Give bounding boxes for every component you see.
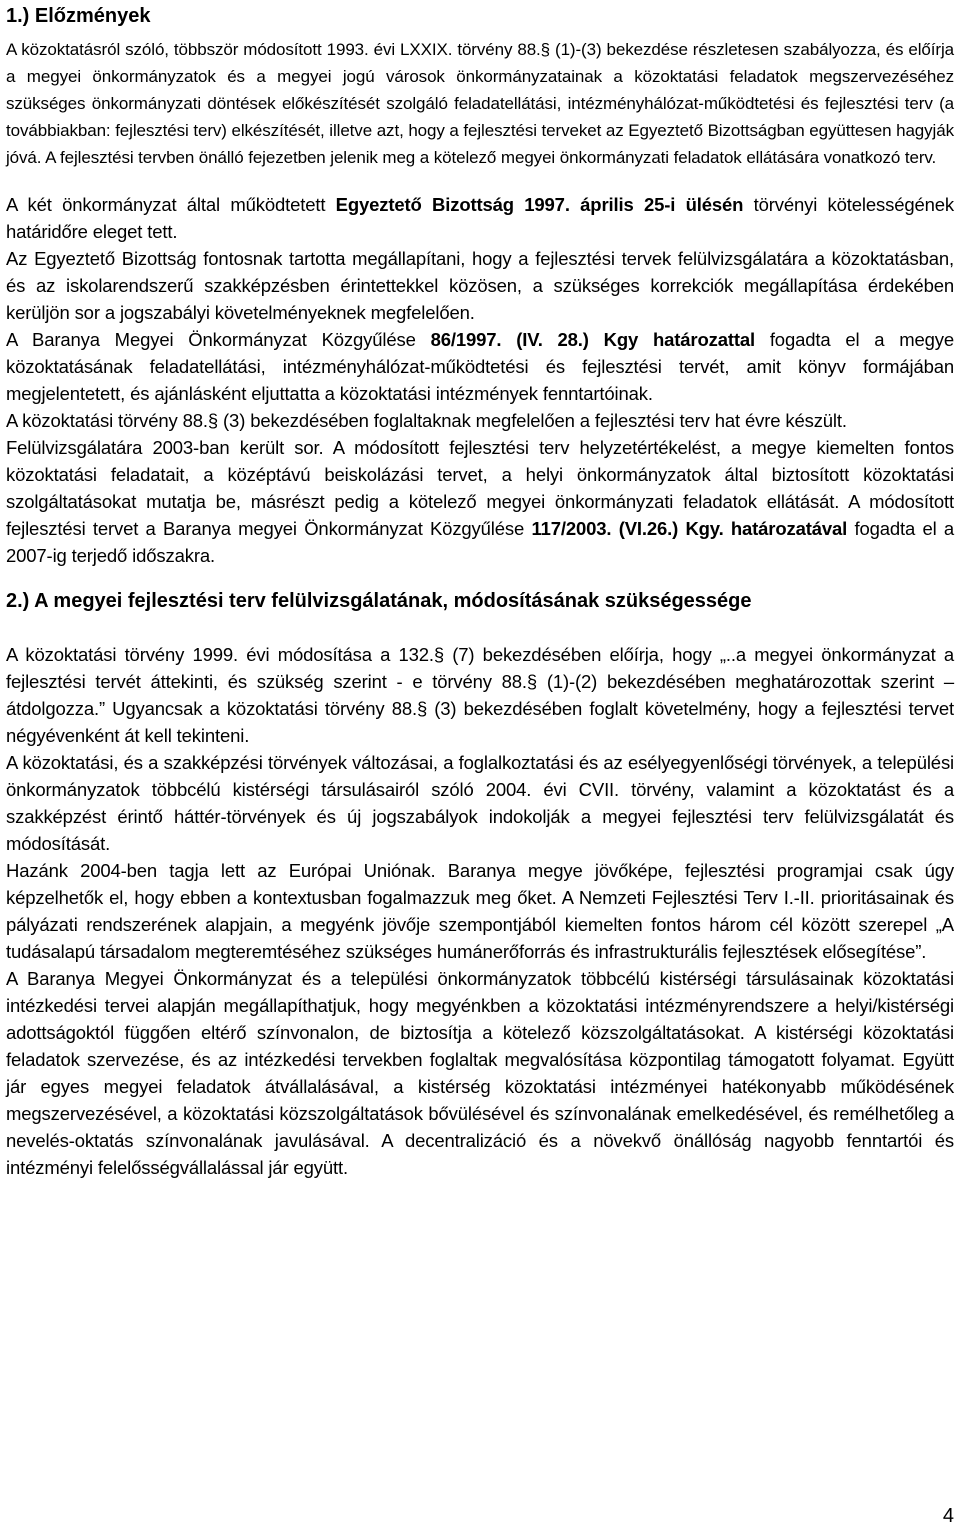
bold-meeting-date: április 25-i ülésén [580,194,744,215]
section-1-heading: 1.) Előzmények [6,5,151,27]
section-1-paragraph-5: A közoktatási törvény 88.§ (3) bekezdésében foglaltaknak megfelelően a fejlesztési terv hat évre készült. [6,410,847,431]
document-page [6,0,954,1181]
section-2-paragraph-1: A közoktatási törvény 1999. évi módosítása a 132.§ (7) bekezdésében előírja, hogy „..a megyei önkormányzat a fejlesztési tervét áttekinti, és szükség szerint - e törvény 88.§ (1)-(2) bekezdésében meghatározottak szerint – átdolgozza.” Ugyancsak a közoktatási törvény 88.§ (3) bekezdésében foglalt követelmény, hogy a fejlesztési tervet négyévenként át kell tekinteni. [6,644,954,746]
section-2-heading: 2.) A megyei fejlesztési terv felülvizsgálatának, módosításának szükségessége [6,590,752,612]
paragraph-text: fogadta el a 2007-ig terjedő időszakra. [6,518,954,566]
page-number: 4 [942,1505,954,1527]
paragraph-text [570,194,580,215]
section-1-paragraph-1: A közoktatásról szóló, többször módosított 1993. évi LXXIX. törvény 88.§ (1)-(3) bekezdése részletesen szabályozza, és előírja a megyei önkormányzatok és a megyei jogú városok önkormányzatainak a közoktatási feladatok megszervezéséhez szükséges önkormányzati döntések előkészítését szolgáló feladatellátási, intézményhálózat-működtetési és fejlesztési terv (a továbbiakban: fejlesztési terv) elkészítését, illetve azt, hogy a fejlesztési terveket az Egyeztető Bizottságban együttesen hagyják jóvá. A fejlesztési tervben önálló fejezetben jelenik meg a kötelező megyei önkormányzati feladatok ellátására vonatkozó terv. [6,40,954,167]
section-1-paragraph-6 [6,434,954,569]
paragraph-text: fogadta el a megye közoktatásának feladatellátási, intézményhálózat-működtetési és fejlesztési tervét, amit könyv formájában megjelentetett, és ajánlásként eljuttatta a közoktatási intézmények fenntartóinak. [6,329,954,404]
paragraph-text: A Baranya Megyei Önkormányzat Közgyűlése [6,329,431,350]
section-2-paragraph-2: A közoktatási, és a szakképzési törvények változásai, a foglalkoztatási és az esélyegyenlőségi törvények, a települési önkormányzatok többcélú kistérségi társulásairól szóló 2004. évi CVII. törvény, valamint a közoktatást és a szakképzést érintő háttér-törvények és új jogszabályok indokolják a megyei fejlesztési terv felülvizsgálatát és módosítását. [6,752,954,854]
section-2-paragraph-3: Hazánk 2004-ben tagja lett az Európai Uniónak. Baranya megye jövőképe, fejlesztési programjai csak úgy képzelhetők el, hogy ebben a kontextusban fogalmazzuk meg őket. A Nemzeti Fejlesztési Terv I.-II. prioritásainak és pályázati rendszerének alapjain, a megyénk jövője szempontjából kiemelten fontos három cél között szerepel „A tudásalapú társadalom megteremtéséhez szükséges humánerőforrás és infrastrukturális fejlesztések elősegítése”. [6,860,954,962]
bold-resolution-ref: 117/2003. (VI.26.) Kgy. határozatával [531,518,848,539]
paragraph-text: törvényi kötelességének határidőre eleget tett. [6,194,954,242]
section-1-paragraph-4 [6,326,954,407]
paragraph-text: A két önkormányzat által működtetett [6,194,336,215]
section-2-paragraph-4: A Baranya Megyei Önkormányzat és a települési önkormányzatok többcélú kistérségi társulásainak közoktatási intézkedési tervei alapján megállapíthatjuk, hogy megyénkben a közoktatási intézményrendszere a helyi/kistérségi adottságoktól függően eltérő színvonalon, de biztosítja a kötelező közszolgáltatásokat. A kistérségi közoktatási feladatok szervezése, és az intézkedési tervekben foglaltak megvalósítása központilag támogatott folyamat. Együtt jár egyes megyei feladatok átvállalásával, a kistérség közoktatási intézményei hatékonyabb működésének megszervezésével, a közoktatási közszolgáltatások bővülésével és színvonalának emelkedésével, és remélhetőleg a nevelés-oktatás színvonalának javulásával. A decentralizáció és a növekvő önállóság nagyobb fenntartói és intézményi felelősségvállalással jár együtt. [6,968,954,1178]
paragraph-text: Felülvizsgálatára 2003-ban került sor. A módosított fejlesztési terv helyzetértékelést, a megye kiemelten fontos közoktatási feladatait, a középtávú beiskolázási tervet, a helyi önkormányzatok által biztosított közoktatási szolgáltatásokat mutatja be, másrészt pedig a kötelező megyei önkormányzati feladatok ellátását. A módosított fejlesztési tervet a Baranya megyei Önkormányzat Közgyűlése [6,437,954,539]
bold-resolution-ref: 86/1997. (IV. 28.) Kgy határozattal [430,329,755,350]
section-1-paragraph-3: Az Egyeztető Bizottság fontosnak tartotta megállapítani, hogy a fejlesztési tervek felülvizsgálatára a közoktatásban, és az iskolarendszerű szakképzésben érintettekkel közösen, a szükséges korrekciók megállapítása érdekében kerüljön sor a jogszabályi követelményeknek megfelelően. [6,248,954,323]
section-1-paragraph-2 [6,191,954,245]
bold-committee-date: Egyeztető Bizottság 1997. [335,194,570,215]
